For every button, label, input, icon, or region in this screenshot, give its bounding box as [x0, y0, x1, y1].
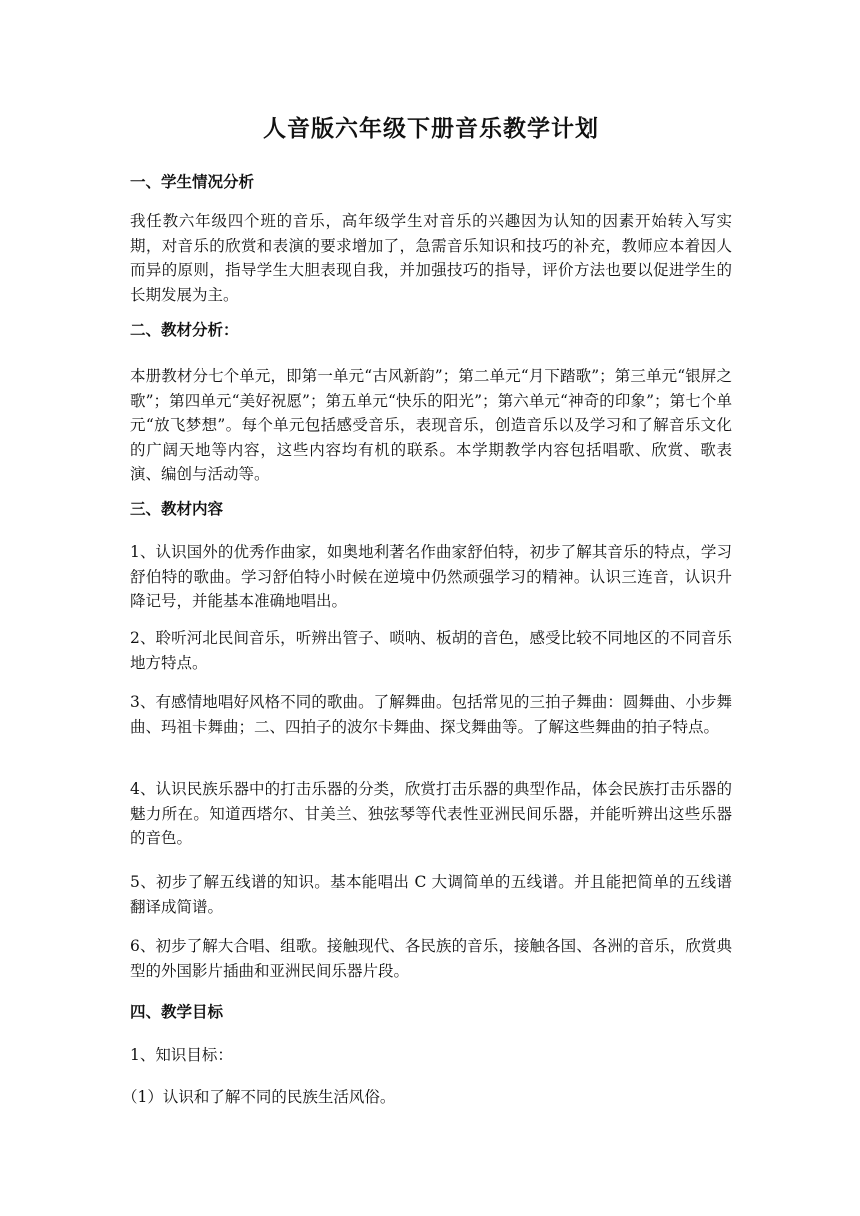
- document-title: 人音版六年级下册音乐教学计划: [263, 115, 599, 142]
- paragraph-content-item-6: 6、初步了解大合唱、组歌。接触现代、各民族的音乐，接触各国、各洲的音乐，欣赏典型的外国影片插曲和亚洲民间乐器片段。: [130, 937, 732, 980]
- paragraph-content-item-3: 3、有感情地唱好风格不同的歌曲。了解舞曲。包括常见的三拍子舞曲：圆舞曲、小步舞曲、玛祖卡舞曲；二、四拍子的波尔卡舞曲、探戈舞曲等。了解这些舞曲的拍子特点。: [130, 693, 732, 736]
- paragraph-student-analysis: 我任教六年级四个班的音乐，高年级学生对音乐的兴趣因为认知的因素开始转入写实期，对音乐的欣赏和表演的要求增加了，急需音乐知识和技巧的补充，教师应本着因人而异的原则，指导学生大胆表现自我，并加强技巧的指导，评价方法也要以促进学生的长期发展为主。: [130, 212, 732, 304]
- paragraph-content-item-4: 4、认识民族乐器中的打击乐器的分类，欣赏打击乐器的典型作品，体会民族打击乐器的魅力所在。知道西塔尔、甘美兰、独弦琴等代表性亚洲民间乐器，并能听辨出这些乐器的音色。: [130, 780, 732, 847]
- paragraph-knowledge-goal: 1、知识目标：: [130, 1046, 233, 1064]
- paragraph-content-item-5: 5、初步了解五线谱的知识。基本能唱出 C 大调简单的五线谱。并且能把简单的五线谱翻译成简谱。: [130, 873, 732, 916]
- section-heading-textbook-analysis: 二、教材分析：: [130, 320, 239, 339]
- section-heading-textbook-content: 三、教材内容: [130, 499, 224, 518]
- section-heading-teaching-goals: 四、教学目标: [130, 1002, 224, 1021]
- paragraph-content-item-1: 1、认识国外的优秀作曲家，如奥地利著名作曲家舒伯特，初步了解其音乐的特点，学习舒伯特的歌曲。学习舒伯特小时候在逆境中仍然顽强学习的精神。认识三连音，认识升降记号，并能基本准确地唱出。: [130, 543, 732, 610]
- paragraph-content-item-2: 2、聆听河北民间音乐，听辨出管子、唢呐、板胡的音色，感受比较不同地区的不同音乐地方特点。: [130, 629, 732, 672]
- section-heading-student-analysis: 一、学生情况分析: [130, 172, 255, 191]
- paragraph-textbook-analysis: 本册教材分七个单元，即第一单元“古风新韵”；第二单元“月下踏歌”；第三单元“银屏之歌”；第四单元“美好祝愿”；第五单元“快乐的阳光”；第六单元“神奇的印象”；第七个单元“放飞梦想”。每个单元包括感受音乐，表现音乐，创造音乐以及学习和了解音乐文化的广阔天地等内容，这些内容均有机的联系。本学期教学内容包括唱歌、欣赏、歌表演、编创与活动等。: [130, 367, 732, 483]
- paragraph-goal-item-1: （1）认识和了解不同的民族生活风俗。: [122, 1088, 396, 1106]
